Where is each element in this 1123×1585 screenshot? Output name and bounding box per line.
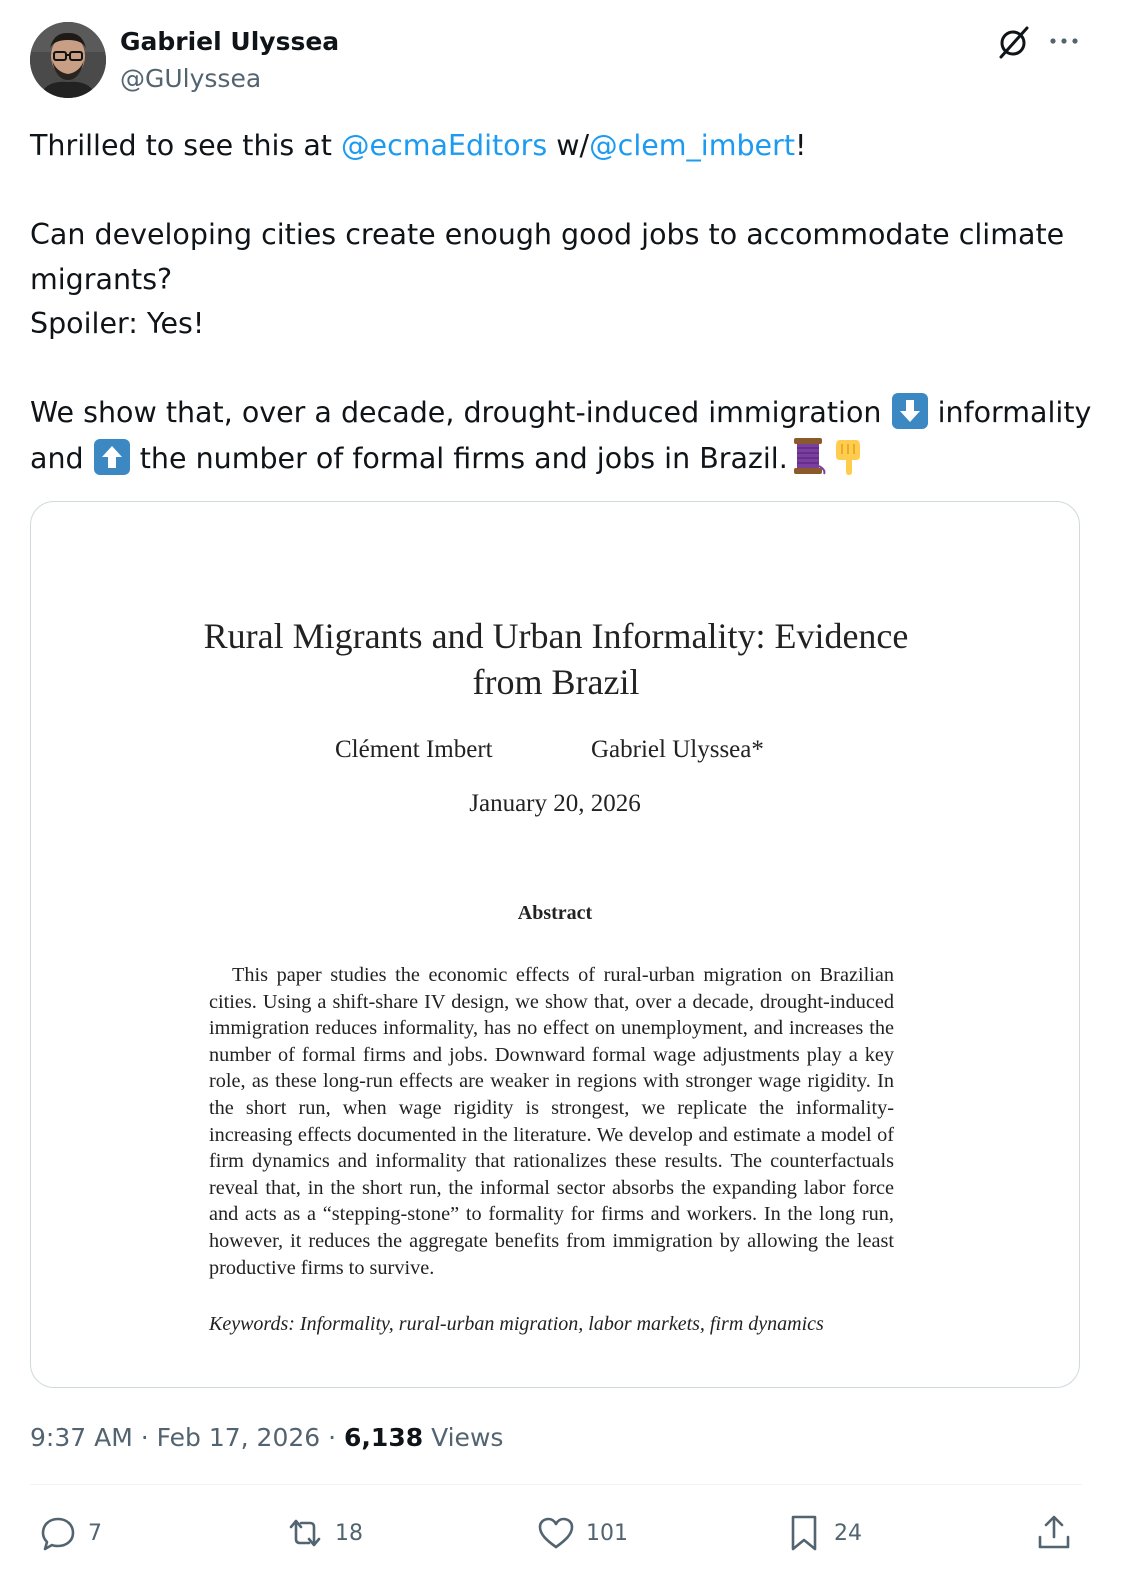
abstract-heading: Abstract	[517, 902, 593, 924]
author-name[interactable]: Gabriel Ulyssea	[120, 27, 340, 56]
repost-button[interactable]	[285, 1511, 363, 1555]
tweet-line-3: migrants?	[30, 262, 173, 296]
tweet-text-segment: informality	[928, 396, 1092, 429]
reply-button[interactable]	[38, 1511, 102, 1555]
tweet-text-segment: and	[30, 441, 93, 475]
tweet-line-1	[30, 124, 1092, 169]
avatar-photo	[30, 22, 106, 98]
reply-count: 7	[88, 1520, 102, 1546]
paper-image	[31, 502, 1079, 1387]
heart-icon	[536, 1513, 576, 1553]
mention-ecmaeditors[interactable]: @ecmaEditors	[341, 129, 548, 162]
repost-count: 18	[335, 1520, 363, 1546]
views-count: 6,138	[344, 1423, 424, 1452]
bookmark-count: 24	[834, 1520, 862, 1546]
paper-author-1: Clément Imbert	[335, 736, 493, 763]
like-count: 101	[586, 1520, 628, 1546]
tweet-line-5	[30, 391, 1092, 436]
bookmark-button[interactable]	[784, 1511, 862, 1555]
paper-title-line-1: Rural Migrants and Urban Informality: Evidence	[203, 616, 909, 656]
tweet-meta	[30, 1423, 503, 1452]
grok-icon[interactable]	[996, 24, 1032, 60]
more-options-icon[interactable]	[1048, 30, 1080, 52]
share-button[interactable]	[1034, 1511, 1074, 1555]
paper-date: January 20, 2026	[469, 790, 641, 817]
repost-icon	[285, 1513, 325, 1553]
paper-title	[131, 613, 981, 705]
tweet-line-4: Spoiler: Yes!	[30, 307, 205, 340]
tweet-text-segment: !	[795, 129, 807, 162]
tweet-text-segment: Thrilled to see this at	[30, 129, 342, 162]
meta-separator: ·	[140, 1423, 149, 1452]
media-card[interactable]	[30, 501, 1080, 1388]
paper-author-2: Gabriel Ulyssea*	[591, 736, 764, 763]
tweet-text-segment: w/	[547, 129, 590, 162]
down-arrow-icon	[891, 392, 929, 444]
views-label: Views	[431, 1423, 504, 1452]
avatar[interactable]	[30, 22, 106, 98]
tweet-line-2: Can developing cities create enough good jobs to accommodate climate	[30, 218, 1065, 251]
author-handle[interactable]: @GUlyssea	[120, 64, 262, 93]
divider	[30, 1484, 1082, 1485]
pointing-down-icon	[828, 436, 866, 490]
meta-separator: ·	[328, 1423, 337, 1452]
paper-title-line-2: from Brazil	[472, 662, 640, 702]
up-arrow-icon	[93, 438, 131, 490]
paper-keywords: Keywords: Informality, rural-urban migration, labor markets, firm dynamics	[209, 1313, 824, 1335]
tweet-date[interactable]: Feb 17, 2026	[156, 1423, 321, 1452]
mention-clem-imbert[interactable]: @clem_imbert	[589, 129, 795, 162]
abstract-body: This paper studies the economic effects of rural-urban migration on Brazilian cities. Using a shift-share IV design, we show that, over a decade, drought-induced immigration reduces informality, has no effect on unemployment, and increases the number of formal firms and jobs. Downward formal wage adjustments play a key role, as these long-run effects are weaker in regions with stronger wage rigidity. In the short run, when wage rigidity is strongest, we replicate the informality-increasing effects documented in the literature. We develop and estimate a model of firm dynamics and informality that rationalizes these results. The counterfactuals reveal that, in the short run, the informal sector absorbs the expanding labor force and acts as a “stepping-stone” to formality for firms and workers. In the long run, however, it reduces the aggregate benefits from immigration by allowing the least productive firms to survive.	[209, 964, 894, 1279]
like-button[interactable]	[536, 1511, 628, 1555]
tweet-text-segment: the number of formal firms and jobs in Brazil.	[130, 441, 788, 475]
bookmark-icon	[784, 1513, 824, 1553]
share-icon	[1034, 1513, 1074, 1553]
tweet-text-segment: We show that, over a decade, drought-induced immigration	[30, 396, 891, 429]
reply-icon	[38, 1513, 78, 1553]
thread-spool-icon	[788, 436, 828, 490]
tweet-line-6	[30, 436, 1092, 481]
tweet-text	[30, 124, 1092, 480]
tweet-time[interactable]: 9:37 AM	[30, 1423, 133, 1452]
